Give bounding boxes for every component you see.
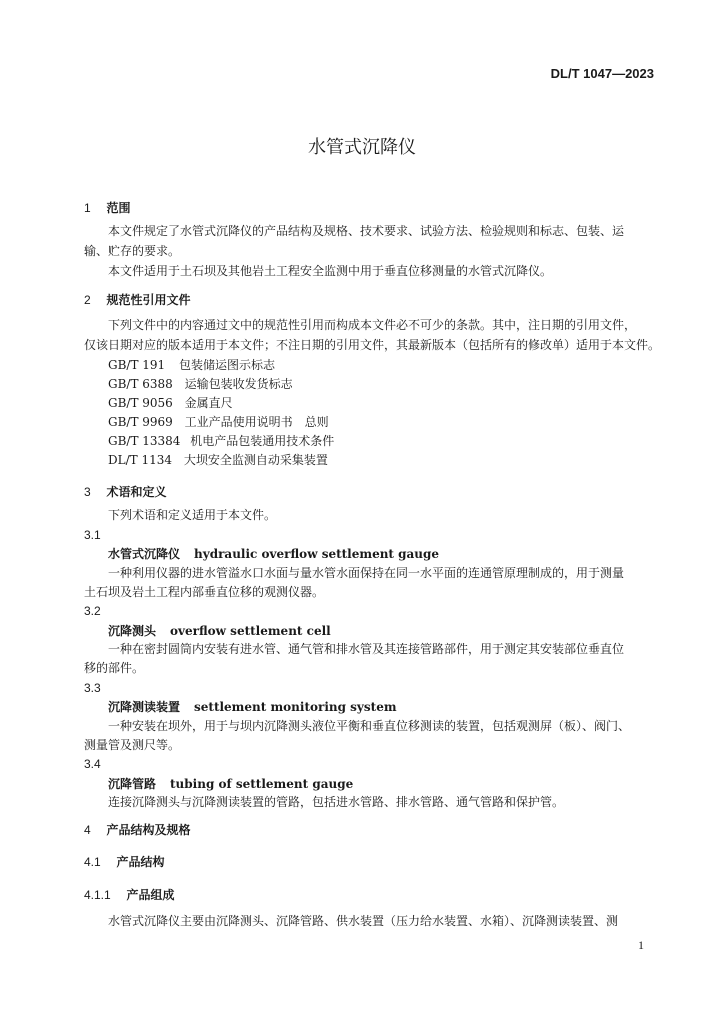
- term-chinese: 沉降测读装置: [108, 700, 181, 714]
- term-heading: [108, 544, 439, 564]
- term-chinese: 沉降管路: [108, 777, 157, 791]
- normative-paragraph-line-2: 仅该日期对应的版本适用于本文件；不注日期的引用文件，其最新版本（包括所有的修改单）适用于本文件。: [84, 338, 661, 352]
- term-heading: [108, 621, 331, 641]
- reference-item: [108, 412, 329, 432]
- term-heading: [108, 774, 353, 794]
- term-number: 3.4: [84, 757, 101, 771]
- reference-code: GB/T 9969: [108, 415, 173, 429]
- section-title: 术语和定义: [106, 485, 167, 499]
- term-number: 3.2: [84, 604, 101, 618]
- normative-paragraph-line-1: 下列文件中的内容通过文中的规范性引用而构成本文件必不可少的条款。其中，注日期的引用文件，: [108, 318, 637, 332]
- term-definition-line-1: 一种在密封圆筒内安装有进水管、通气管和排水管及其连接管路部件，用于测定其安装部位垂直位: [108, 642, 625, 656]
- section-number: 2: [84, 293, 91, 307]
- subsection-title: 产品结构: [116, 855, 165, 869]
- term-chinese: 沉降测头: [108, 624, 157, 638]
- subsection-number: 4.1: [84, 855, 101, 869]
- reference-code: GB/T 6388: [108, 377, 173, 391]
- reference-name: 机电产品包装通用技术条件: [190, 434, 335, 448]
- term-heading: [108, 697, 397, 717]
- reference-item: [108, 355, 275, 375]
- section-number: 3: [84, 485, 91, 499]
- reference-item: [108, 393, 233, 413]
- term-definition-line-1: 一种安装在坝外，用于与坝内沉降测头液位平衡和垂直位移测读的装置，包括观测屏（板）、阀门、: [108, 719, 631, 733]
- reference-code: GB/T 191: [108, 358, 166, 372]
- section-number: 4: [84, 823, 91, 837]
- reference-name: 包装储运图示标志: [179, 358, 276, 372]
- term-number: 3.1: [84, 528, 101, 542]
- section-title: 产品结构及规格: [106, 823, 191, 837]
- term-english: hydraulic overflow settlement gauge: [194, 547, 440, 561]
- term-definition-line-2: 移的部件。: [84, 661, 145, 675]
- reference-item: [108, 374, 293, 394]
- page-number: 1: [638, 938, 644, 952]
- section-4-heading: [84, 821, 191, 838]
- section-1-heading: [84, 199, 131, 216]
- scope-paragraph-1-line-2: 输、贮存的要求。: [84, 244, 181, 258]
- term-definition-line-2: 测量管及测尺等。: [84, 738, 181, 752]
- term-definition-line-1: 一种利用仪器的进水管溢水口水面与量水管水面保持在同一水平面的连通管原理制成的，用于测量: [108, 566, 625, 580]
- subsection-4-1-1-heading: [84, 886, 175, 903]
- document-title: 水管式沉降仪: [308, 137, 416, 158]
- section-2-heading: [84, 291, 191, 308]
- reference-name: 大坝安全监测自动采集装置: [183, 453, 328, 467]
- section-title: 范围: [106, 201, 131, 215]
- term-number: 3.3: [84, 681, 101, 695]
- term-definition-line-2: 土石坝及岩土工程内部垂直位移的观测仪器。: [84, 585, 325, 599]
- scope-paragraph-2: 本文件适用于土石坝及其他岩土工程安全监测中用于垂直位移测量的水管式沉降仪。: [108, 264, 553, 278]
- term-english: overflow settlement cell: [170, 624, 331, 638]
- reference-name: 金属直尺: [184, 396, 233, 410]
- standard-number: DL/T 1047—2023: [550, 66, 654, 81]
- term-english: settlement monitoring system: [194, 700, 397, 714]
- reference-item: [108, 431, 334, 451]
- reference-name: 运输包装收发货标志: [184, 377, 293, 391]
- term-definition-line-1: 连接沉降测头与沉降测读装置的管路，包括进水管路、排水管路、通气管路和保护管。: [108, 795, 565, 809]
- section-number: 1: [84, 201, 91, 215]
- product-composition-paragraph: 水管式沉降仪主要由沉降测头、沉降管路、供水装置（压力给水装置、水箱）、沉降测读装置、测: [108, 914, 619, 928]
- reference-code: GB/T 9056: [108, 396, 173, 410]
- reference-name: 工业产品使用说明书 总则: [184, 415, 329, 429]
- reference-code: GB/T 13384: [108, 434, 181, 448]
- subsection-4-1-heading: [84, 853, 165, 870]
- subsection-number: 4.1.1: [84, 888, 111, 902]
- term-english: tubing of settlement gauge: [170, 777, 354, 791]
- section-3-heading: [84, 483, 167, 500]
- scope-paragraph-1-line-1: 本文件规定了水管式沉降仪的产品结构及规格、技术要求、试验方法、检验规则和标志、包装、运: [108, 224, 625, 238]
- terms-intro: 下列术语和定义适用于本文件。: [108, 508, 277, 522]
- term-chinese: 水管式沉降仪: [108, 547, 181, 561]
- section-title: 规范性引用文件: [106, 293, 191, 307]
- subsection-title: 产品组成: [126, 888, 175, 902]
- reference-item: [108, 450, 328, 470]
- reference-code: DL/T 1134: [108, 453, 172, 467]
